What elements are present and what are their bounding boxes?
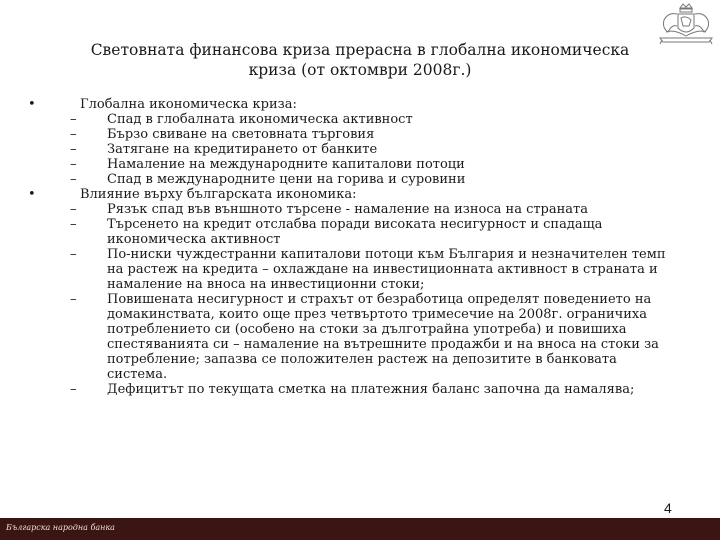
sub-item: [28, 382, 668, 397]
sub-item: [28, 112, 668, 127]
title-line-2: криза (от октомври 2008г.): [248, 61, 472, 79]
dash-marker: –: [70, 172, 77, 187]
footer-bar: [0, 518, 720, 540]
dash-marker: –: [70, 382, 77, 397]
slide-title: [40, 40, 680, 80]
sub-text: Търсенето на кредит отслабва поради високата несигурност и спадаща икономическа активност: [107, 217, 603, 247]
sub-item: [28, 247, 668, 292]
sub-text: Затягане на кредитирането от банките: [107, 142, 378, 157]
sub-item: [28, 172, 668, 187]
sub-text: Спад в международните цени на горива и суровини: [107, 172, 466, 187]
dash-marker: –: [70, 142, 77, 157]
dash-marker: –: [70, 112, 77, 127]
title-line-1: Световната финансова криза прерасна в глобална икономическа: [90, 41, 630, 59]
sub-text: Спад в глобалната икономическа активност: [107, 112, 413, 127]
sub-text: Бързо свиване на световната търговия: [107, 127, 375, 142]
dash-marker: –: [70, 247, 77, 262]
sub-text: Дефицитът по текущата сметка на платежния баланс започна да намалява;: [107, 382, 635, 397]
slide-content: [28, 97, 668, 397]
sub-text: Повишената несигурност и страхът от безработица определят поведението на домакинствата, които още през четвъртото тримесечие на 2008г. ограничиха потреблението си (особено на стоки за дълготрайна употреба) и повишиха спестяванията си – намаление на вътрешните продажби и на вноса на стоки за потребление; запазва се положителен растеж на депозитите в банковата система.: [107, 292, 659, 382]
bullet-text: Глобална икономическа криза:: [80, 97, 297, 112]
sub-item: [28, 202, 668, 217]
dash-marker: –: [70, 127, 77, 142]
bullet-marker: •: [28, 97, 36, 112]
dash-marker: –: [70, 202, 77, 217]
bullet-item: [28, 97, 668, 112]
bullet-item: [28, 187, 668, 202]
sub-text: По-ниски чуждестранни капиталови потоци към България и незначителен темп на растеж на кредита – охлаждане на инвестиционната активност в страната и намаление на вноса на инвестиционни стоки;: [107, 247, 666, 292]
sub-item: [28, 157, 668, 172]
sub-text: Рязък спад във външното търсене - намаление на износа на страната: [107, 202, 588, 217]
sub-item: [28, 127, 668, 142]
page-number: 4: [664, 500, 672, 516]
footer-text: Българска народна банка: [6, 523, 115, 532]
dash-marker: –: [70, 157, 77, 172]
dash-marker: –: [70, 292, 77, 307]
bullet-text: Влияние върху българската икономика:: [80, 187, 357, 202]
dash-marker: –: [70, 217, 77, 232]
sub-text: Намаление на международните капиталови потоци: [107, 157, 465, 172]
sub-item: [28, 292, 668, 382]
sub-item: [28, 217, 668, 247]
bullet-marker: •: [28, 187, 36, 202]
sub-item: [28, 142, 668, 157]
